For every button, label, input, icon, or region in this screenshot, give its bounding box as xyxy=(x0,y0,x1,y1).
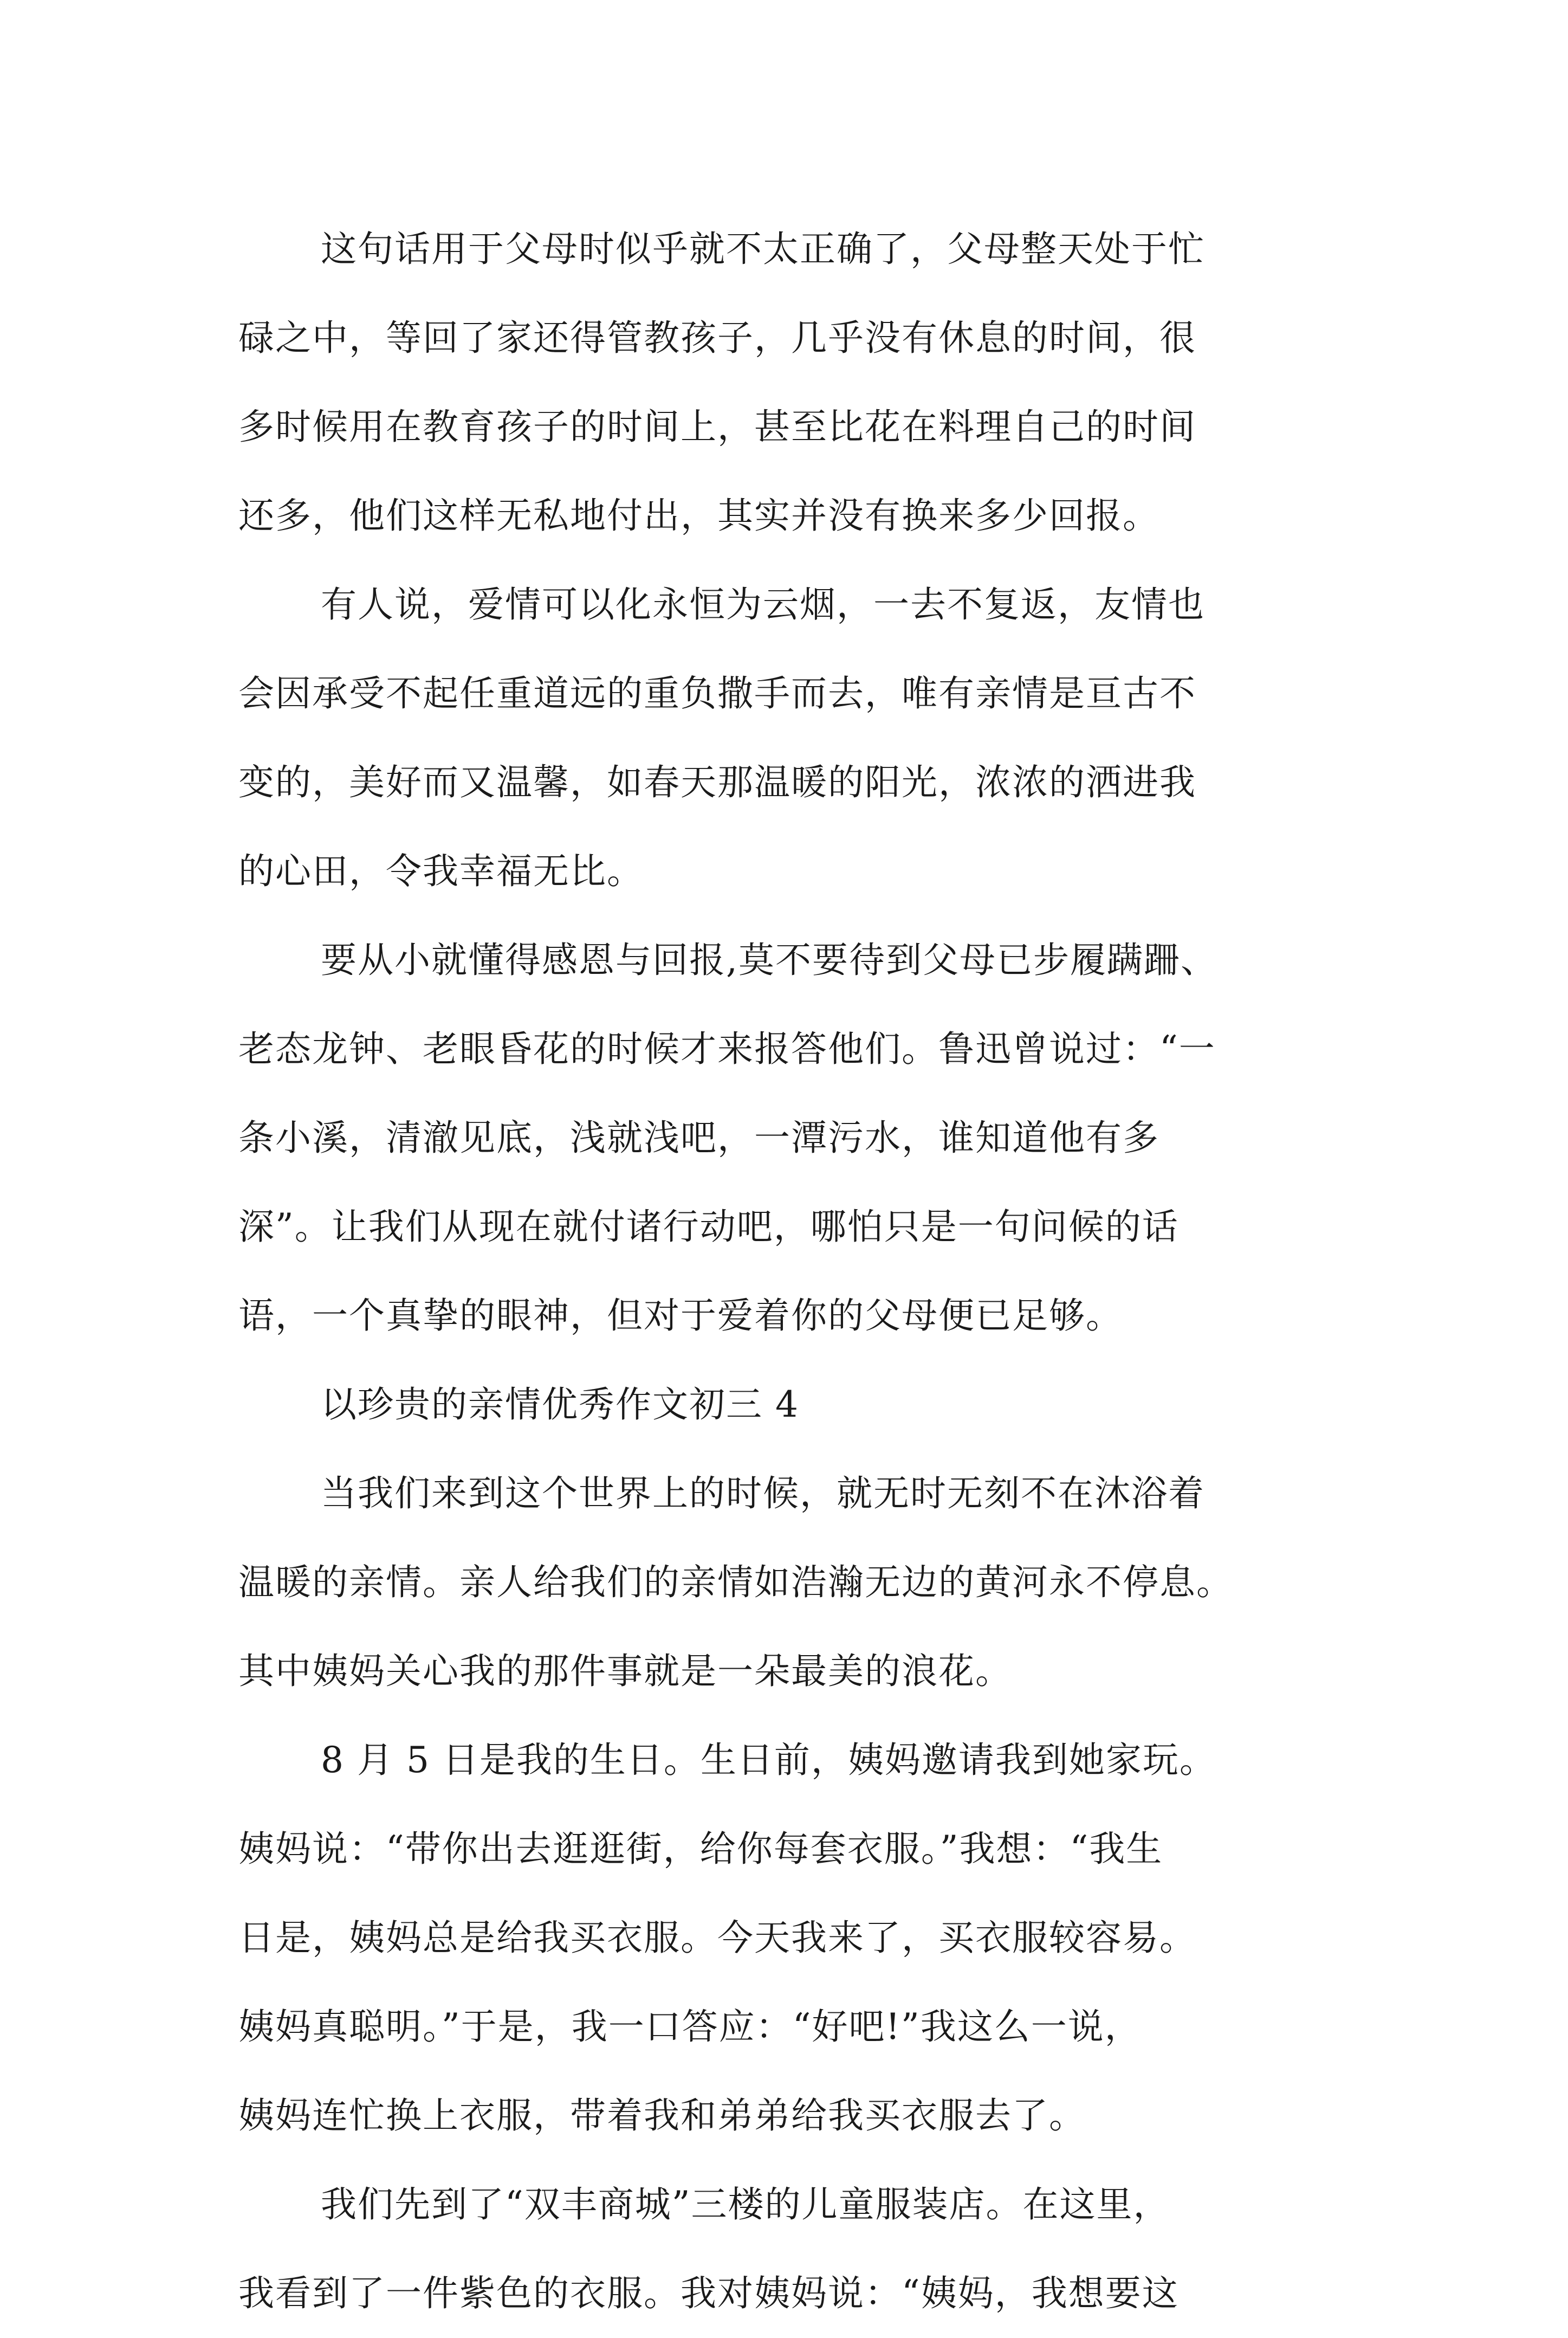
paragraph-6-line-5: 姨妈连忙换上衣服，带着我和弟弟给我买衣服去了。 xyxy=(238,2095,1086,2136)
paragraph-1-line-3: 多时候用在教育孩子的时间上，甚至比花在料理自己的时间 xyxy=(238,406,1196,448)
paragraph-7-line-2: 我看到了一件紫色的衣服。我对姨妈说：“姨妈，我想要这 xyxy=(238,2272,1179,2314)
paragraph-3-line-5: 语，一个真挚的眼神，但对于爱着你的父母便已足够。 xyxy=(238,1295,1123,1336)
paragraph-3-line-4: 深”。让我们从现在就付诸行动吧，哪怕只是一句问候的话 xyxy=(238,1206,1179,1248)
paragraph-2-line-2: 会因承受不起任重道远的重负撒手而去，唯有亲情是亘古不 xyxy=(238,673,1196,714)
paragraph-3-line-2: 老态龙钟、老眼昏花的时候才来报答他们。鲁迅曾说过：“一 xyxy=(238,1028,1216,1070)
paragraph-6-line-4: 姨妈真聪明。”于是，我一口答应：“好吧!”我这么一说， xyxy=(238,2006,1142,2048)
paragraph-2-line-4: 的心田，令我幸福无比。 xyxy=(238,850,644,892)
paragraph-1-line-1: 这句话用于父母时似乎就不太正确了，父母整天处于忙 xyxy=(321,228,1205,270)
paragraph-1-line-4: 还多，他们这样无私地付出，其实并没有换来多少回报。 xyxy=(238,495,1159,537)
section-heading: 以珍贵的亲情优秀作文初三 4 xyxy=(321,1384,799,1425)
paragraph-3-line-3: 条小溪，清澈见底，浅就浅吧，一潭污水，谁知道他有多 xyxy=(238,1117,1159,1159)
paragraph-5-line-1: 当我们来到这个世界上的时候，就无时无刻不在沐浴着 xyxy=(321,1472,1205,1514)
paragraph-6-line-3: 日是，姨妈总是给我买衣服。今天我来了，买衣服较容易。 xyxy=(238,1917,1196,1959)
paragraph-7-line-1: 我们先到了“双丰商城”三楼的儿童服装店。在这里， xyxy=(321,2184,1170,2225)
paragraph-2-line-3: 变的，美好而又温馨，如春天那温暖的阳光，浓浓的洒进我 xyxy=(238,761,1196,803)
paragraph-1-line-2: 碌之中，等回了家还得管教孩子，几乎没有休息的时间，很 xyxy=(238,317,1196,359)
paragraph-5-line-2: 温暖的亲情。亲人给我们的亲情如浩瀚无边的黄河永不停息。 xyxy=(238,1561,1233,1603)
paragraph-2-line-1: 有人说，爱情可以化永恒为云烟，一去不复返，友情也 xyxy=(321,584,1205,625)
paragraph-3-line-1: 要从小就懂得感恩与回报,莫不要待到父母已步履蹒跚、 xyxy=(321,939,1217,981)
paragraph-5-line-3: 其中姨妈关心我的那件事就是一朵最美的浪花。 xyxy=(238,1650,1012,1692)
paragraph-6-line-1: 8 月 5 日是我的生日。生日前，姨妈邀请我到她家玩。 xyxy=(321,1739,1216,1781)
document-body xyxy=(238,205,1365,2338)
paragraph-6-line-2: 姨妈说：“带你出去逛逛街，给你每套衣服。”我想：“我生 xyxy=(238,1828,1163,1870)
